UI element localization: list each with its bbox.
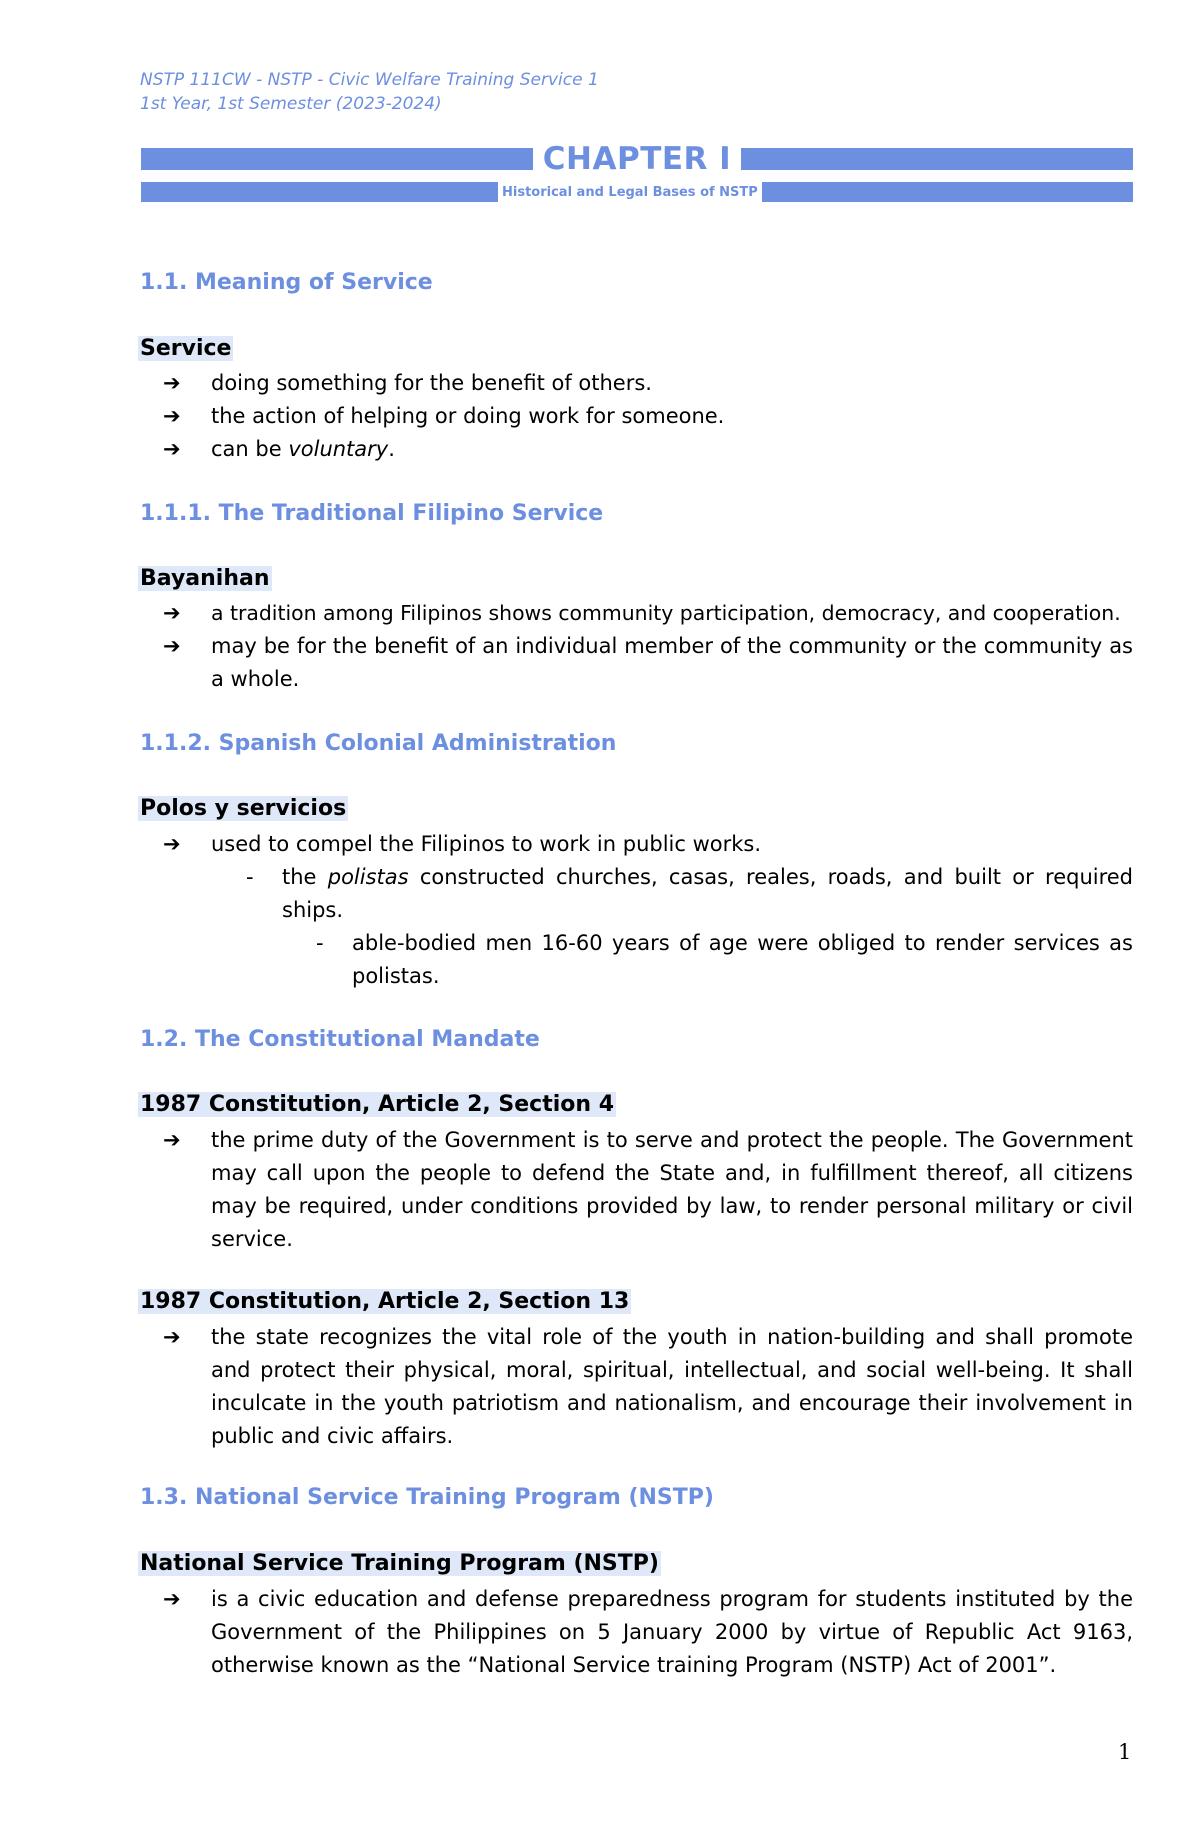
arrow-right-icon: ➔	[163, 601, 181, 625]
list-item: ➔ the prime duty of the Government is to serve and protect the people. The Government may call upon the people to defend the State and, in fulfillment thereof, all citizens may be required, under conditions provided by law, to render personal military or civil service.	[163, 1124, 1133, 1256]
list-item: ➔ doing something for the benefit of others.	[163, 367, 1133, 400]
header-term: 1st Year, 1st Semester (2023-2024)	[140, 94, 442, 114]
arrow-right-icon: ➔	[163, 1128, 181, 1152]
list-item: - the polistas constructed churches, casas, reales, roads, and built or required ships.	[246, 861, 1133, 927]
header-course: NSTP 111CW - NSTP - Civic Welfare Training Service 1	[140, 70, 599, 90]
section-heading: 1.2. The Constitutional Mandate	[140, 1027, 540, 1052]
section-heading: 1.1.1. The Traditional Filipino Service	[140, 501, 604, 526]
chapter-bar-right	[741, 148, 1133, 170]
list-item: ➔ the state recognizes the vital role of the youth in nation-building and shall promote and protect their physical, moral, spiritual, intellectual, and social well-being. It shall inculcate in the youth patriotism and nationalism, and encourage their involvement in public and civic affairs.	[163, 1321, 1133, 1453]
arrow-right-icon: ➔	[163, 1587, 181, 1611]
arrow-right-icon: ➔	[163, 371, 181, 395]
term-article-2-section-4: 1987 Constitution, Article 2, Section 4	[140, 1092, 615, 1117]
subtitle-bar-left	[141, 182, 498, 202]
term-nstp: National Service Training Program (NSTP)	[140, 1551, 659, 1576]
dash-marker: -	[246, 865, 254, 889]
chapter-bar-left	[141, 148, 533, 170]
section-heading: 1.3. National Service Training Program (NSTP)	[140, 1485, 714, 1510]
list-item: ➔ used to compel the Filipinos to work in public works.	[163, 828, 1133, 861]
dash-marker: -	[316, 931, 324, 955]
term-polos-y-servicios: Polos y servicios	[140, 796, 347, 821]
section-heading: 1.1.2. Spanish Colonial Administration	[140, 731, 617, 756]
arrow-right-icon: ➔	[163, 404, 181, 428]
arrow-right-icon: ➔	[163, 832, 181, 856]
term-bayanihan: Bayanihan	[140, 566, 270, 591]
subtitle-bar-right	[762, 182, 1133, 202]
list-item: - able-bodied men 16-60 years of age were obliged to render services as polistas.	[316, 927, 1133, 993]
list-item: ➔ may be for the benefit of an individual member of the community or the community as a whole.	[163, 630, 1133, 696]
section-heading: 1.1. Meaning of Service	[140, 270, 433, 295]
list-item: ➔ a tradition among Filipinos shows community participation, democracy, and cooperation.	[163, 597, 1133, 630]
page-number: 1	[1118, 1740, 1132, 1764]
arrow-right-icon: ➔	[163, 1325, 181, 1349]
chapter-subtitle-banner	[141, 181, 1133, 203]
list-item: ➔ is a civic education and defense preparedness program for students instituted by the Government of the Philippines on 5 January 2000 by virtue of Republic Act 9163, otherwise known as the “National Service training Program (NSTP) Act of 2001”.	[163, 1583, 1133, 1682]
list-item: ➔ can be voluntary.	[163, 433, 1133, 466]
arrow-right-icon: ➔	[163, 437, 181, 461]
term-service: Service	[140, 336, 232, 361]
chapter-title: CHAPTER I	[542, 141, 732, 177]
chapter-subtitle: Historical and Legal Bases of NSTP	[502, 184, 758, 200]
list-item: ➔ the action of helping or doing work for someone.	[163, 400, 1133, 433]
term-article-2-section-13: 1987 Constitution, Article 2, Section 13	[140, 1289, 630, 1314]
arrow-right-icon: ➔	[163, 634, 181, 658]
chapter-banner	[141, 142, 1133, 176]
